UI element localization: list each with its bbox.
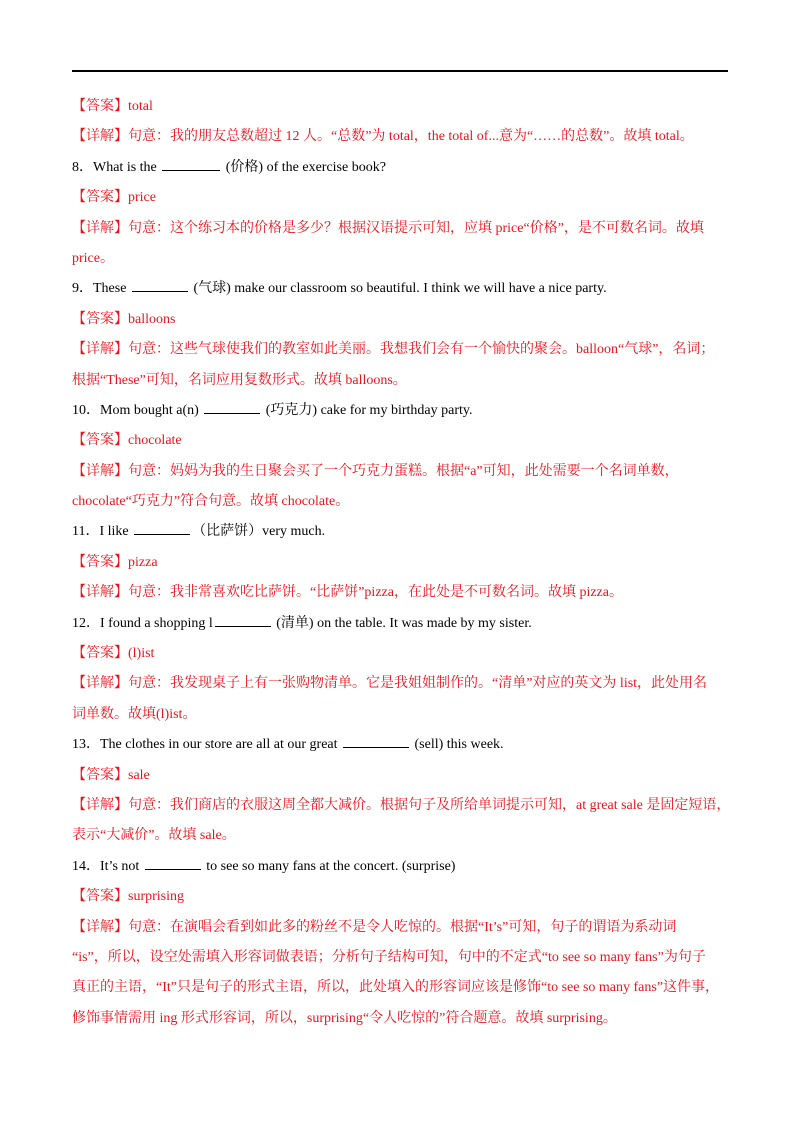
detail-continuation: 表示“大减价”。故填 sale。: [72, 828, 236, 844]
answer-text: (l)ist: [128, 646, 155, 662]
answer-line: [72, 426, 728, 456]
question-text: (清单) on the table. It was made by my sister.: [272, 615, 532, 631]
detail-tag: 【详解】: [72, 676, 128, 692]
detail-tag: 【详解】: [72, 129, 128, 145]
question-text: (巧克力) cake for my birthday party.: [262, 402, 473, 418]
answer-blank: [132, 277, 188, 292]
question-text: 14．It’s not: [72, 858, 143, 874]
detail-line: [72, 457, 728, 487]
question-text: (价格) of the exercise book?: [222, 159, 386, 175]
question-9: [72, 274, 728, 304]
question-10: [72, 396, 728, 426]
detail-line: [72, 791, 731, 821]
answer-blank: [145, 855, 201, 870]
answer-text: balloons: [128, 311, 176, 327]
detail-continuation: “is”，所以，设空处需填入形容词做表语；分析句子结构可知，句中的不定式“to see so many fans”为句子: [72, 949, 706, 965]
answer-text: sale: [128, 767, 150, 783]
detail-line: [72, 335, 728, 365]
answer-text: price: [128, 190, 156, 206]
detail-text: 句意：我们商店的衣服这周全都大减价。根据句子及所给单词提示可知，at great sale 是固定短语，: [128, 797, 731, 813]
detail-tag: 【详解】: [72, 463, 128, 479]
answer-tag: 【答案】: [72, 889, 128, 905]
detail-continuation: chocolate“巧克力”符合句意。故填 chocolate。: [72, 494, 350, 510]
detail-continuation: price。: [72, 250, 114, 266]
answer-text: chocolate: [128, 433, 182, 449]
question-11: [72, 517, 728, 547]
answer-line: [72, 882, 728, 912]
detail-line: [72, 122, 728, 152]
question-text: 10．Mom bought a(n): [72, 402, 203, 418]
detail-continuation: 真正的主语，“It”只是句子的形式主语，所以，此处填入的形容词应该是修饰“to see so many fans”这件事，: [72, 980, 720, 996]
detail-line: [72, 578, 728, 608]
answer-tag: 【答案】: [72, 99, 128, 114]
answer-line: [72, 548, 728, 578]
answer-blank: [134, 520, 190, 535]
detail-continuation: 根据“These”可知，名词应用复数形式。故填 balloons。: [72, 372, 407, 388]
detail-tag: 【详解】: [72, 797, 128, 813]
detail-text: 句意：这些气球使我们的教室如此美丽。我想我们会有一个愉快的聚会。balloon“气球”，名词；: [128, 342, 715, 358]
answer-blank: [204, 399, 260, 414]
detail-tag: 【详解】: [72, 919, 128, 935]
detail-line: [72, 913, 728, 943]
header-rule: [72, 70, 728, 72]
detail-line: [72, 214, 728, 244]
answer-line: [72, 92, 728, 122]
detail-text: 句意：在演唱会看到如此多的粉丝不是令人吃惊的。根据“It’s”可知，句子的谓语为系动词: [128, 919, 677, 935]
detail-text: 句意：我非常喜欢吃比萨饼。“比萨饼”pizza，在此处是不可数名词。故填 pizza。: [128, 585, 623, 601]
detail-text: 句意：妈妈为我的生日聚会买了一个巧克力蛋糕。根据“a”可知，此处需要一个名词单数，: [128, 463, 679, 479]
question-text: 8．What is the: [72, 159, 161, 175]
question-text: (气球) make our classroom so beautiful. I think we will have a nice party.: [189, 281, 607, 297]
question-text: to see so many fans at the concert. (surprise): [202, 858, 456, 874]
question-text: 11．I like: [72, 524, 133, 540]
question-13: [72, 730, 728, 760]
detail-text: 句意：我的朋友总数超过 12 人。“总数”为 total，the total of...意为“……的总数”。故填 total。: [128, 129, 694, 145]
detail-tag: 【详解】: [72, 342, 128, 358]
detail-tag: 【详解】: [72, 220, 128, 236]
answer-text: total: [128, 99, 153, 114]
detail-tag: 【详解】: [72, 585, 128, 601]
answer-tag: 【答案】: [72, 433, 128, 449]
answer-tag: 【答案】: [72, 554, 128, 570]
question-text: (sell) this week.: [411, 737, 504, 753]
question-text: 12．I found a shopping l: [72, 615, 213, 631]
detail-continuation: 词单数。故填(l)ist。: [72, 706, 197, 722]
question-8: [72, 153, 728, 183]
answer-line: [72, 639, 728, 669]
detail-line: [72, 669, 728, 699]
detail-text: 句意：我发现桌子上有一张购物清单。它是我姐姐制作的。“清单”对应的英文为 list，此处用名: [128, 676, 708, 692]
question-12: [72, 609, 728, 639]
answer-tag: 【答案】: [72, 767, 128, 783]
answer-blank: [343, 733, 409, 748]
answer-tag: 【答案】: [72, 190, 128, 206]
detail-text: 句意：这个练习本的价格是多少？根据汉语提示可知，应填 price“价格”，是不可数名词。故填: [128, 220, 704, 236]
answer-line: [72, 305, 728, 335]
answer-tag: 【答案】: [72, 646, 128, 662]
question-text: （比萨饼）very much.: [192, 524, 326, 540]
page-content: [72, 92, 731, 1034]
answer-tag: 【答案】: [72, 311, 128, 327]
detail-continuation: 修饰事情需用 ing 形式形容词，所以，surprising“令人吃惊的”符合题意。故填 surprising。: [72, 1010, 617, 1026]
answer-blank: [215, 612, 271, 627]
question-14: [72, 852, 728, 882]
answer-blank: [162, 156, 220, 171]
answer-text: surprising: [128, 889, 184, 905]
answer-line: [72, 183, 728, 213]
question-text: 9．These: [72, 281, 130, 297]
question-text: 13．The clothes in our store are all at our great: [72, 737, 342, 753]
answer-text: pizza: [128, 554, 158, 570]
answer-line: [72, 761, 728, 791]
